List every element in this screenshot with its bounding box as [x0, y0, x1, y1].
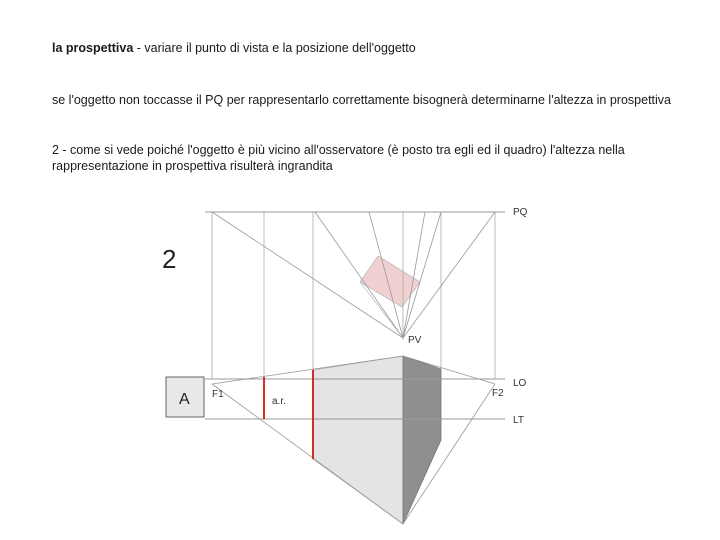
heading-rest: - variare il punto di vista e la posizione dell'oggetto	[133, 41, 416, 55]
lo-label: LO	[513, 378, 527, 389]
ar-label: a.r.	[272, 396, 286, 407]
object-dark-face	[403, 356, 441, 524]
plan-rectangle	[360, 256, 420, 307]
paragraph-2: 2 - come si vede poiché l'oggetto è più vicino all'osservatore (è posto tra egli ed il quadro) l'altezza nella rappresentazione in prospettiva risulterà ingrandita	[52, 143, 625, 173]
pv-label: PV	[408, 335, 422, 346]
pq-label: PQ	[513, 207, 528, 218]
heading-bold: la prospettiva	[52, 41, 134, 55]
a-label: A	[179, 391, 190, 408]
diagram-number: 2	[162, 244, 177, 274]
f2-label: F2	[492, 388, 504, 399]
paragraph-1: se l'oggetto non toccasse il PQ per rappresentarlo correttamente bisognerà determinarne l'altezza in prospettiva	[52, 93, 672, 107]
lt-label: LT	[513, 415, 524, 426]
proj-line-6	[403, 212, 495, 338]
f1-label: F1	[212, 389, 224, 400]
object-light-face	[313, 356, 403, 524]
